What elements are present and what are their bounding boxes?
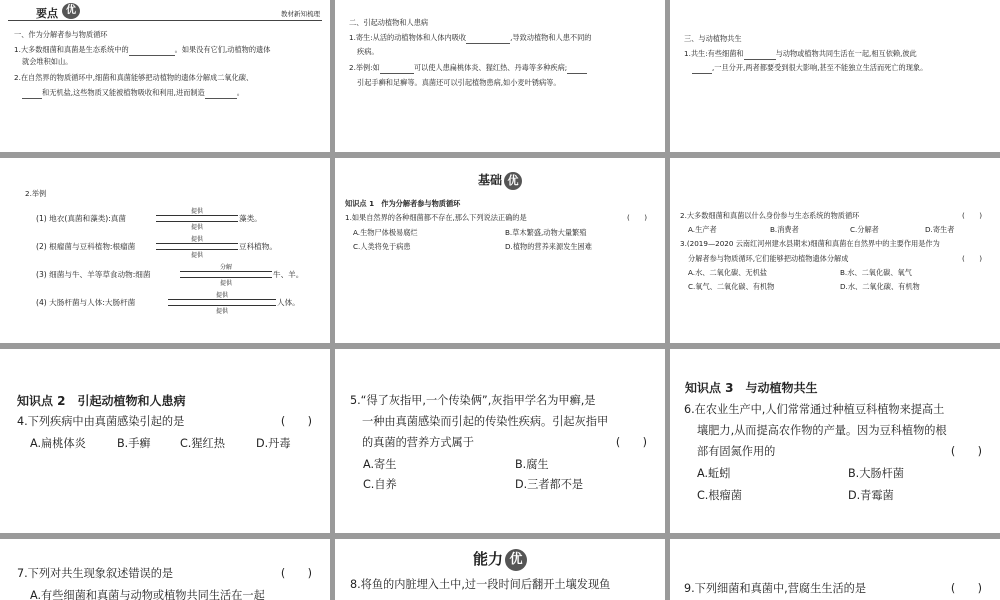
- option-c[interactable]: C.分解者: [850, 225, 879, 234]
- slide-question-6: [670, 349, 1000, 533]
- fill-blank[interactable]: [380, 65, 414, 74]
- slide-basics: [335, 158, 665, 343]
- question-text: 8.将鱼的内脏埋入土中,过一段时间后翻开土壤发现鱼: [350, 578, 611, 591]
- option-a[interactable]: A.水、二氧化碳、无机盐: [688, 268, 767, 277]
- option-a[interactable]: A.生物尸体极易腐烂: [353, 228, 418, 237]
- fill-blank[interactable]: [744, 51, 776, 60]
- text-line: 疾病。: [357, 47, 379, 56]
- answer-bracket[interactable]: ( ): [962, 254, 982, 263]
- answer-bracket[interactable]: ( ): [962, 211, 982, 220]
- answer-bracket[interactable]: ( ): [627, 213, 647, 222]
- you-badge-icon: 优: [504, 172, 522, 190]
- text-line: 和无机盐,这些物质又能被植物吸收和利用,进而制造 。: [22, 87, 320, 99]
- two-way-arrow-icon: 提供 提供: [156, 243, 238, 253]
- option-d[interactable]: D.丹毒: [256, 437, 291, 450]
- question-text: 2.大多数细菌和真菌以什么身份参与生态系统的物质循环: [680, 211, 860, 220]
- option-b[interactable]: B.大肠杆菌: [848, 467, 904, 480]
- header-divider: [8, 20, 322, 21]
- question-text: 壤肥力,从而提高农作物的产量。因为豆科植物的根: [697, 424, 947, 437]
- option-d[interactable]: D.三者都不是: [515, 478, 584, 491]
- answer-bracket[interactable]: ( ): [280, 415, 312, 428]
- slide-disease: [335, 0, 665, 152]
- you-badge-icon: 优: [505, 549, 527, 571]
- knowledge-point-heading: 知识点 2 引起动植物和人患病: [17, 394, 186, 408]
- section-title: 能力 优: [335, 548, 665, 571]
- text-line: 1.大多数细菌和真菌是生态系统中的 。如果没有它们,动植物的遗体: [14, 45, 271, 54]
- example-row: (1) 地衣(真菌和藻类):真菌 提供 提供 藻类。: [36, 208, 262, 231]
- knowledge-point-heading: 知识点 1 作为分解者参与物质循环: [345, 199, 461, 208]
- option-d[interactable]: D.寄生者: [925, 225, 955, 234]
- question-text: 的真菌的营养方式属于: [362, 436, 474, 449]
- section-heading: 三、与动植物共生: [684, 34, 742, 43]
- option-b[interactable]: B.手癣: [117, 437, 151, 450]
- slide-symbiosis: [670, 0, 1000, 152]
- option-b[interactable]: B.腐生: [515, 458, 549, 471]
- question-text: 1.如果自然界的各种细菌都不存在,那么下列说法正确的是: [345, 213, 527, 222]
- text-line: 就会堆积如山。: [22, 57, 73, 66]
- question-text: 5.“得了灰指甲,一个传染俩”,灰指甲学名为甲癣,是: [350, 394, 596, 407]
- answer-bracket[interactable]: ( ): [615, 436, 647, 449]
- example-row: (2) 根瘤菌与豆科植物:根瘤菌 提供 提供 豆科植物。: [36, 236, 277, 259]
- fill-blank[interactable]: [567, 65, 587, 74]
- two-way-arrow-icon: 分解 提供: [180, 271, 272, 281]
- question-text: 3.(2019—2020 云南红河州建水县期末)细菌和真菌在自然界中的主要作用是作为: [680, 239, 940, 248]
- text-line: 1.共生:有些细菌和 与动物或植物共同生活在一起,相互依赖,彼此: [684, 49, 917, 58]
- option-d[interactable]: D.青霉菌: [848, 489, 894, 502]
- section-heading: 一、作为分解者参与物质循环: [14, 30, 108, 39]
- question-text: 7.下列对共生现象叙述错误的是: [17, 567, 174, 580]
- fill-blank[interactable]: [692, 65, 712, 74]
- slide-questions-2-3: [670, 158, 1000, 343]
- option-a[interactable]: A.扁桃体炎: [30, 437, 86, 450]
- header-title: 要点: [36, 7, 58, 20]
- option-c[interactable]: C.自养: [363, 478, 397, 491]
- answer-bracket[interactable]: ( ): [950, 582, 982, 595]
- fill-blank[interactable]: [205, 90, 237, 99]
- section-heading: 二、引起动植物和人患病: [349, 18, 429, 27]
- section-heading: 2.举例: [25, 189, 47, 198]
- option-c[interactable]: C.人类将免于病患: [353, 242, 411, 251]
- two-way-arrow-icon: 提供 提供: [156, 215, 238, 225]
- text-line: 2.举例:如 可以使人患扁桃体炎、猩红热、丹毒等多种疾病;: [349, 62, 655, 74]
- question-text: 9.下列细菌和真菌中,营腐生生活的是: [684, 582, 867, 595]
- option-c[interactable]: C.猩红热: [180, 437, 225, 450]
- answer-bracket[interactable]: ( ): [950, 445, 982, 458]
- option-b[interactable]: B.草木繁盛,动物大量繁殖: [505, 228, 587, 237]
- question-text: 6.在农业生产中,人们常常通过种植豆科植物来提高土: [684, 403, 945, 416]
- option-d[interactable]: D.植物的营养来源发生困难: [505, 242, 592, 251]
- option-a[interactable]: A.有些细菌和真菌与动物或植物共同生活在一起: [30, 589, 265, 600]
- fill-blank[interactable]: [129, 47, 175, 56]
- slide-question-5: [335, 349, 665, 533]
- option-a[interactable]: A.蚯蚓: [697, 467, 731, 480]
- option-d[interactable]: D.水、二氧化碳、有机物: [840, 282, 920, 291]
- example-row: (4) 大肠杆菌与人体:大肠杆菌 提供 提供 人体。: [36, 292, 300, 315]
- option-a[interactable]: A.生产者: [688, 225, 717, 234]
- text-line: 2.在自然界的物质循环中,细菌和真菌能够把动植物的遗体分解成二氧化碳、: [14, 73, 254, 82]
- slide-question-9: [670, 539, 1000, 600]
- header-subtitle: 教材新知梳理: [281, 10, 320, 18]
- two-way-arrow-icon: 提供 提供: [168, 299, 276, 309]
- slide-examples: [0, 158, 330, 343]
- text-line: 引起手癣和足癣等。真菌还可以引起植物患病,如小麦叶锈病等。: [357, 78, 561, 87]
- option-b[interactable]: B.消费者: [770, 225, 799, 234]
- question-text: 一种由真菌感染而引起的传染性疾病。引起灰指甲: [362, 415, 609, 428]
- slide-question-7: [0, 539, 330, 600]
- text-line: 1.寄生:从活的动植物体和人体内吸收 ,导致动植物和人患不同的: [349, 33, 592, 42]
- knowledge-point-heading: 知识点 3 与动植物共生: [685, 381, 818, 395]
- option-c[interactable]: C.根瘤菌: [697, 489, 742, 502]
- fill-blank[interactable]: [466, 35, 510, 44]
- example-row: (3) 细菌与牛、羊等草食动物:细菌 分解 提供 牛、羊。: [36, 264, 304, 287]
- option-b[interactable]: B.水、二氧化碳、氧气: [840, 268, 912, 277]
- section-title: 基础 优: [335, 171, 665, 190]
- slide-key-points: [0, 0, 330, 152]
- option-c[interactable]: C.氧气、二氧化碳、有机物: [688, 282, 775, 291]
- question-text: 部有固氮作用的: [697, 445, 776, 458]
- slide-header: [0, 0, 330, 24]
- text-line: ,一旦分开,两者都要受到很大影响,甚至不能独立生活而死亡的现象。: [692, 62, 990, 74]
- slide-question-4: [0, 349, 330, 533]
- option-a[interactable]: A.寄生: [363, 458, 397, 471]
- question-text: 4.下列疾病中由真菌感染引起的是: [17, 415, 185, 428]
- slide-ability: [335, 539, 665, 600]
- you-badge-icon: 优: [62, 3, 80, 19]
- answer-bracket[interactable]: ( ): [280, 567, 312, 580]
- fill-blank[interactable]: [22, 90, 42, 99]
- question-text: 分解者参与物质循环,它们能够把动植物遗体分解成: [688, 254, 849, 263]
